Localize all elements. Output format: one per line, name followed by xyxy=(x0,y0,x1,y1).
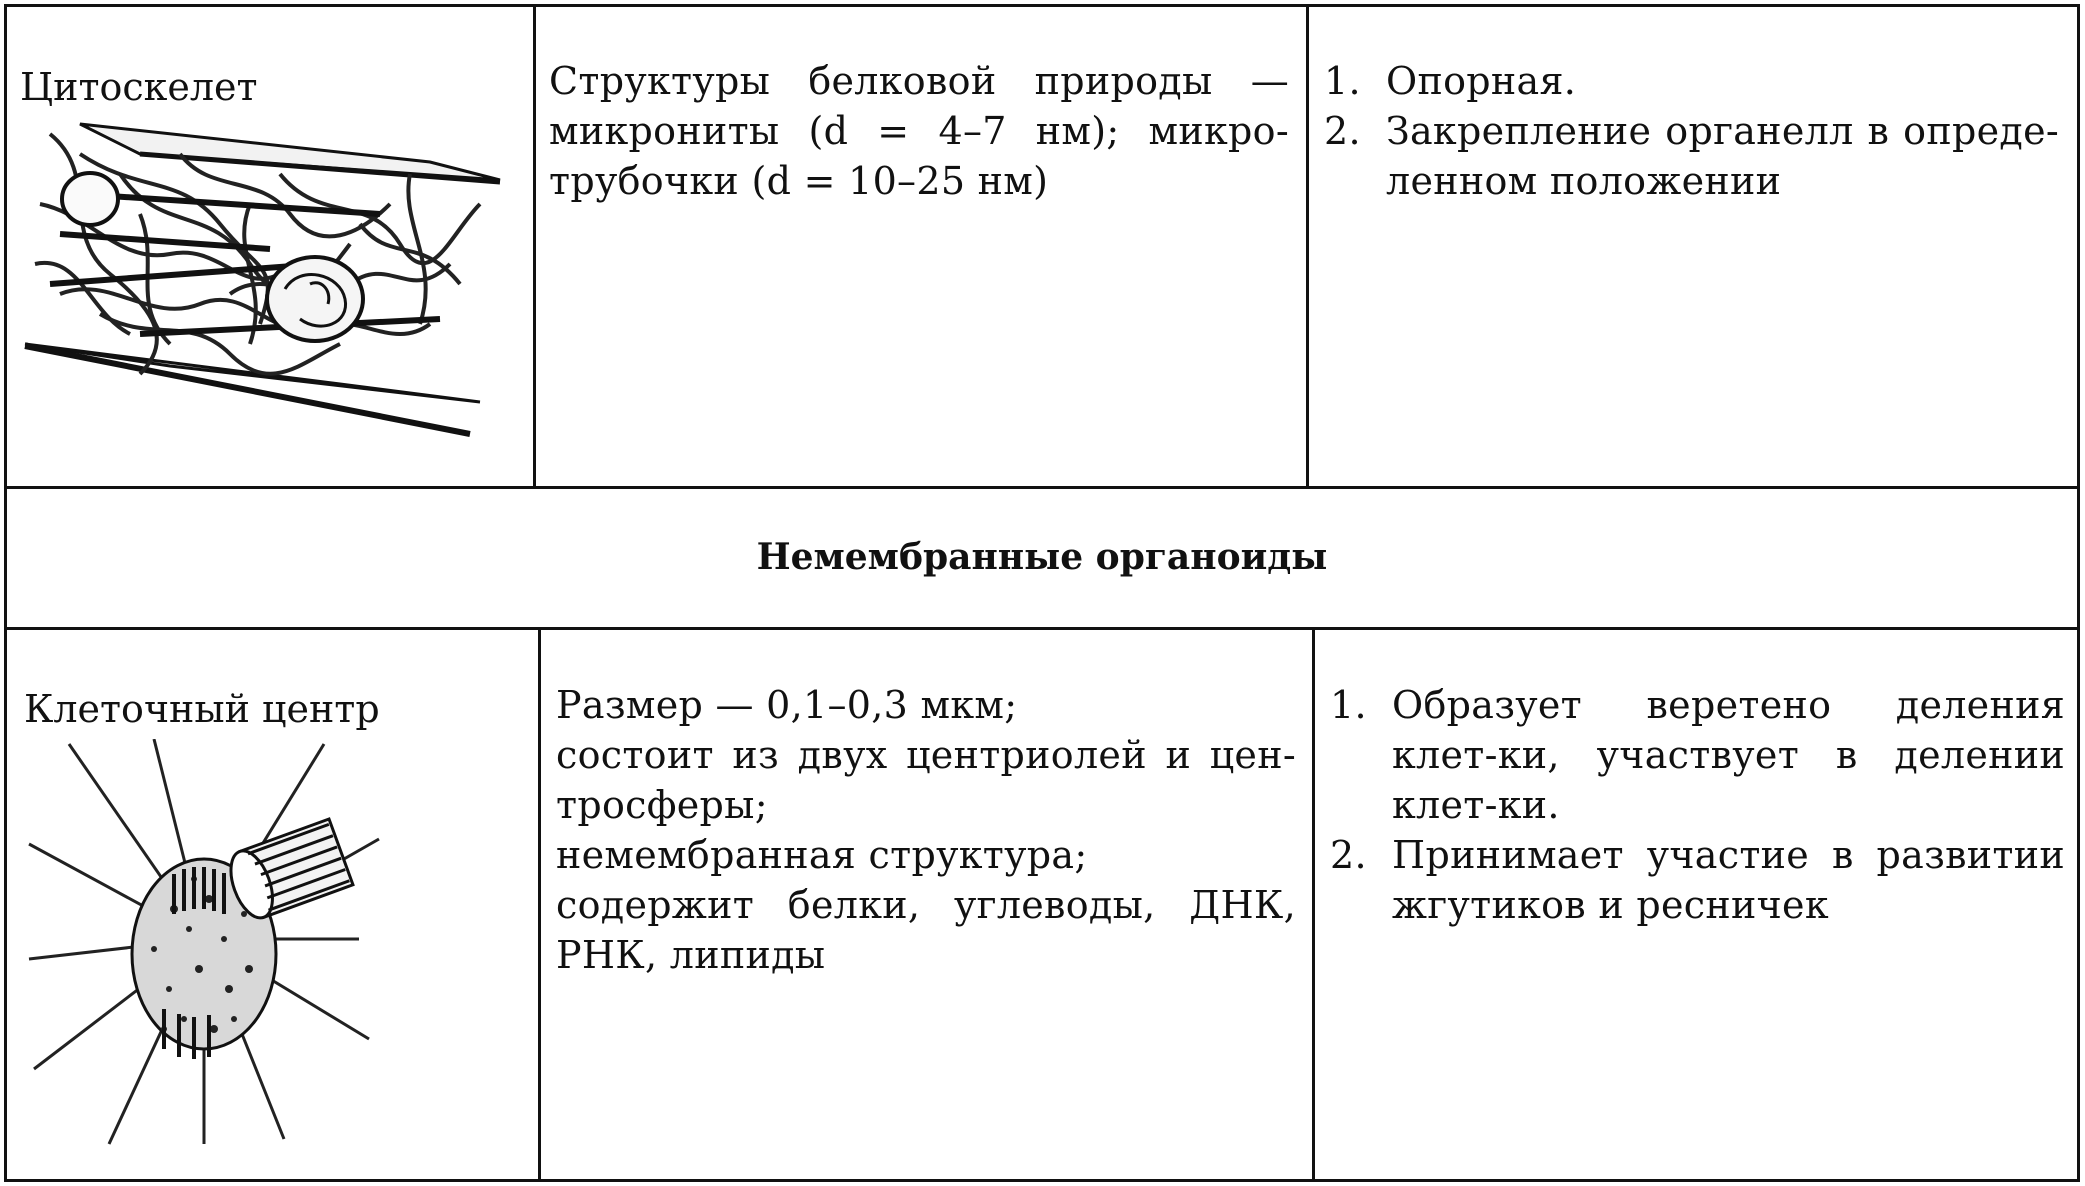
cell-center-functions xyxy=(1330,680,2065,930)
description-line: микрониты (d = 4–7 нм); микро- xyxy=(549,109,1289,153)
table-border-right xyxy=(2077,4,2080,1182)
description-line: тросферы; xyxy=(556,783,768,827)
organelle-name-cell-center: Клеточный центр xyxy=(24,687,380,731)
description-line: трубочки (d = 10–25 нм) xyxy=(549,159,1049,203)
column-divider-1-row1 xyxy=(533,4,536,488)
cytoskeleton-functions xyxy=(1324,56,2059,206)
description-line: РНК, липиды xyxy=(556,933,826,977)
function-item: 2. Принимает участие в развитии жгутиков и ресничек xyxy=(1330,833,2065,927)
table-border-bottom xyxy=(4,1179,2080,1182)
row-divider-1 xyxy=(4,486,2080,489)
organelle-name-cytoskeleton: Цитоскелет xyxy=(20,65,258,109)
cell-center-description xyxy=(556,680,1296,980)
organelles-table xyxy=(4,4,2080,1182)
column-divider-2-row1 xyxy=(1306,4,1309,488)
function-item: 2. Закрепление органелл в опреде-ленном положении xyxy=(1324,109,2059,203)
table-border-top xyxy=(4,4,2080,7)
column-divider-2-row2 xyxy=(1312,628,1315,1181)
cytoskeleton-illustration xyxy=(20,114,510,454)
description-line: Структуры белковой природы — xyxy=(549,59,1289,103)
description-line: состоит из двух центриолей и цен- xyxy=(556,733,1296,777)
section-title-nonmembrane-organelles: Немембранные органоиды xyxy=(756,536,1328,578)
cell-center-illustration xyxy=(24,739,394,1149)
cytoskeleton-description xyxy=(549,56,1289,206)
function-item: 1. Опорная. xyxy=(1324,59,1577,103)
description-line: Размер — 0,1–0,3 мкм; xyxy=(556,683,1018,727)
description-line: немембранная структура; xyxy=(556,833,1088,877)
description-line: содержит белки, углеводы, ДНК, xyxy=(556,883,1296,927)
table-border-left xyxy=(4,4,7,1182)
column-divider-1-row2 xyxy=(538,628,541,1181)
row-divider-2 xyxy=(4,627,2080,630)
function-item: 1. Образует веретено деления клет-ки, участвует в делении клет-ки. xyxy=(1330,683,2065,827)
